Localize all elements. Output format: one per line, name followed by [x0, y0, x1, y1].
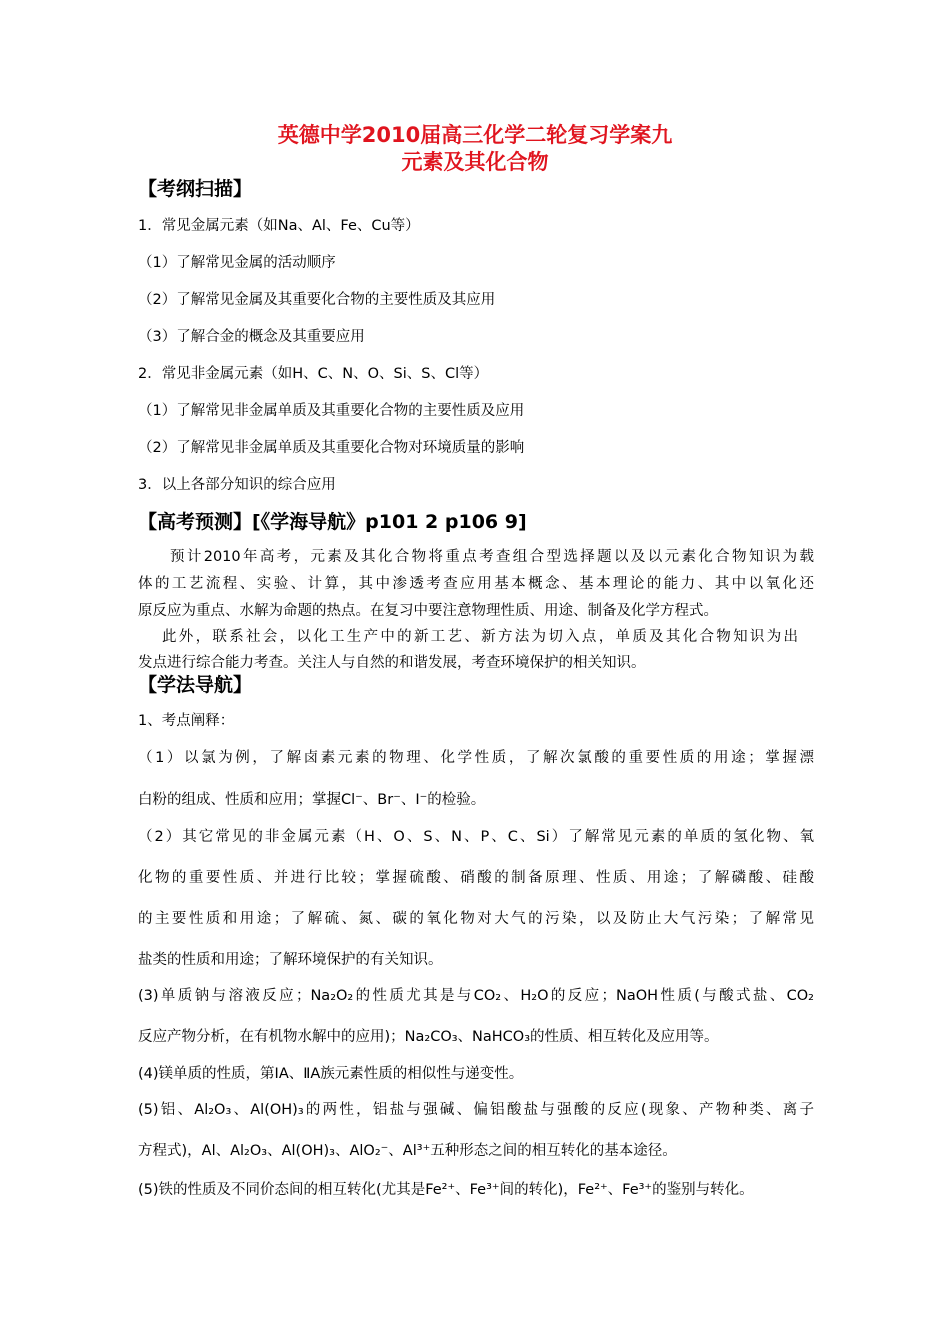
section-heading-method: 【学法导航】	[138, 674, 253, 696]
method-paragraph-line: 白粉的组成、性质和应用；掌握Cl⁻、Br⁻、I⁻的检验。	[138, 792, 486, 808]
outline-item: （2）了解常见非金属单质及其重要化合物对环境质量的影响	[138, 440, 525, 456]
outline-item: （1）了解常见非金属单质及其重要化合物的主要性质及应用	[138, 403, 525, 419]
outline-item: 2．常见非金属元素（如H、C、N、O、Si、S、Cl等）	[138, 366, 489, 382]
method-paragraph-line: 反应产物分析，在有机物水解中的应用)；Na₂CO₃、NaHCO₃的性质、相互转化及应用等。	[138, 1029, 719, 1045]
method-item: 1、考点阐释：	[138, 713, 235, 729]
section-heading-outline: 【考纲扫描】	[138, 178, 253, 200]
section-heading-forecast: 【高考预测】[《学海导航》p101 2 p106 9]	[138, 511, 527, 533]
method-paragraph-line: (5)铁的性质及不同价态间的相互转化(尤其是Fe²⁺、Fe³⁺间的转化)，Fe²⁺、Fe³⁺的鉴别与转化。	[138, 1182, 754, 1198]
method-paragraph-line: 盐类的性质和用途；了解环境保护的有关知识。	[138, 952, 443, 968]
forecast-paragraph-line: 预计2010年高考，元素及其化合物将重点考查组合型选择题以及以元素化合物知识为载	[170, 549, 814, 565]
outline-item: （1）了解常见金属的活动顺序	[138, 255, 336, 271]
method-paragraph-line: (4)镁单质的性质，第ⅠA、ⅡA族元素性质的相似性与递变性。	[138, 1066, 524, 1082]
document-title: 英德中学2010届高三化学二轮复习学案九	[277, 123, 673, 147]
forecast-paragraph-line: 体的工艺流程、实验、计算，其中渗透考查应用基本概念、基本理论的能力、其中以氧化还	[138, 576, 814, 592]
document-subtitle: 元素及其化合物	[401, 150, 549, 174]
outline-item: 3．以上各部分知识的综合应用	[138, 477, 336, 493]
method-paragraph-line: 的主要性质和用途；了解硫、氮、碳的氧化物对大气的污染，以及防止大气污染；了解常见	[138, 911, 814, 927]
method-paragraph-line: （2）其它常见的非金属元素（H、O、S、N、P、C、Si）了解常见元素的单质的氢化物、氧	[138, 829, 814, 845]
method-paragraph-line: （1）以氯为例，了解卤素元素的物理、化学性质，了解次氯酸的重要性质的用途；掌握漂	[138, 750, 814, 766]
method-paragraph-line: (5)铝、Al₂O₃、Al(OH)₃的两性，铝盐与强碱、偏铝酸盐与强酸的反应(现象、产物种类、离子	[138, 1102, 814, 1118]
method-paragraph-line: (3)单质钠与溶液反应；Na₂O₂的性质尤其是与CO₂、H₂O的反应；NaOH性质(与酸式盐、CO₂	[138, 988, 814, 1004]
forecast-paragraph-line: 原反应为重点、水解为命题的热点。在复习中要注意物理性质、用途、制备及化学方程式。	[138, 603, 718, 619]
method-paragraph-line: 方程式)，Al、Al₂O₃、Al(OH)₃、AlO₂⁻、Al³⁺五种形态之间的相互转化的基本途径。	[138, 1143, 677, 1159]
method-paragraph-line: 化物的重要性质、并进行比较；掌握硫酸、硝酸的制备原理、性质、用途；了解磷酸、硅酸	[138, 870, 814, 886]
outline-item: 1．常见金属元素（如Na、Al、Fe、Cu等）	[138, 218, 420, 234]
outline-item: （3）了解合金的概念及其重要应用	[138, 329, 365, 345]
forecast-paragraph-line: 发点进行综合能力考查。关注人与自然的和谐发展，考查环境保护的相关知识。	[138, 655, 646, 671]
forecast-paragraph-line: 此外，联系社会，以化工生产中的新工艺、新方法为切入点，单质及其化合物知识为出	[162, 629, 798, 645]
outline-item: （2）了解常见金属及其重要化合物的主要性质及其应用	[138, 292, 496, 308]
